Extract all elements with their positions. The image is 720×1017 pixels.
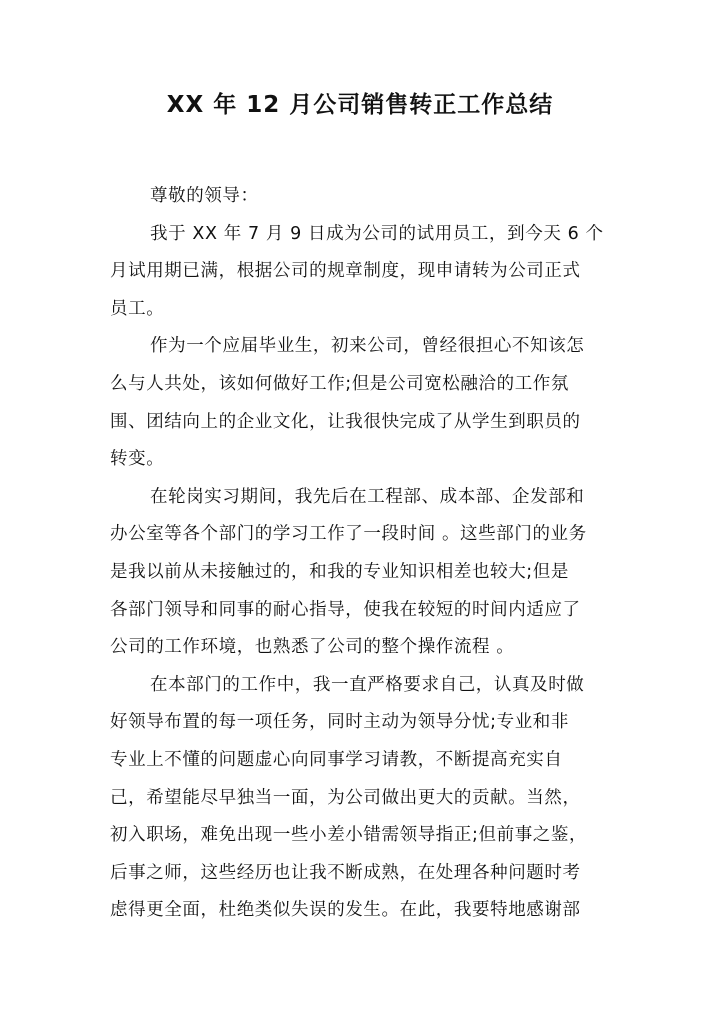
paragraph-3-line-3: 是我以前从未接触过的，和我的专业知识相差也较大;但是 xyxy=(110,561,569,582)
paragraph-1-line-2: 月试用期已满，根据公司的规章制度，现申请转为公司正式 xyxy=(110,261,581,282)
paragraph-2-line-2: 么与人共处，该如何做好工作;但是公司宽松融洽的工作氛 xyxy=(110,373,569,394)
paragraph-4-line-3: 专业上不懂的问题虚心向同事学习请教，不断提高充实自 xyxy=(110,749,563,770)
paragraph-4-line-2: 好领导布置的每一项任务，同时主动为领导分忧;专业和非 xyxy=(110,712,569,733)
document-body xyxy=(110,178,615,930)
paragraph-3-line-4: 各部门领导和同事的耐心指导，使我在较短的时间内适应了 xyxy=(110,599,581,620)
paragraph-4-line-5: 初入职场，难免出现一些小差小错需领导指正;但前事之鉴， xyxy=(110,825,588,846)
paragraph-4-line-6: 后事之师，这些经历也让我不断成熟，在处理各种问题时考 xyxy=(110,862,581,883)
paragraph-4-line-4: 己，希望能尽早独当一面，为公司做出更大的贡献。当然， xyxy=(110,787,581,808)
paragraph-3-line-1: 在轮岗实习期间，我先后在工程部、成本部、企发部和 xyxy=(150,486,585,507)
paragraph-4-line-1: 在本部门的工作中，我一直严格要求自己，认真及时做 xyxy=(150,674,585,695)
page-title: XX 年 12 月公司销售转正工作总结 xyxy=(166,92,554,118)
paragraph-1-line-1: 我于 XX 年 7 月 9 日成为公司的试用员工，到今天 6 个 xyxy=(150,223,604,244)
paragraph-3-line-5: 公司的工作环境，也熟悉了公司的整个操作流程 。 xyxy=(110,637,515,658)
paragraph-1-line-3: 员工。 xyxy=(110,298,165,319)
paragraph-2-line-4: 转变。 xyxy=(110,449,165,470)
paragraph-4-line-7: 虑得更全面，杜绝类似失误的发生。在此，我要特地感谢部 xyxy=(110,900,581,921)
salutation-line: 尊敬的领导： xyxy=(150,186,259,206)
paragraph-2-line-1: 作为一个应届毕业生，初来公司，曾经很担心不知该怎 xyxy=(150,336,585,357)
paragraph-2-line-3: 围、团结向上的企业文化，让我很快完成了从学生到职员的 xyxy=(110,411,581,432)
paragraph-3-line-2: 办公室等各个部门的学习工作了一段时间 。这些部门的业务 xyxy=(110,524,587,545)
